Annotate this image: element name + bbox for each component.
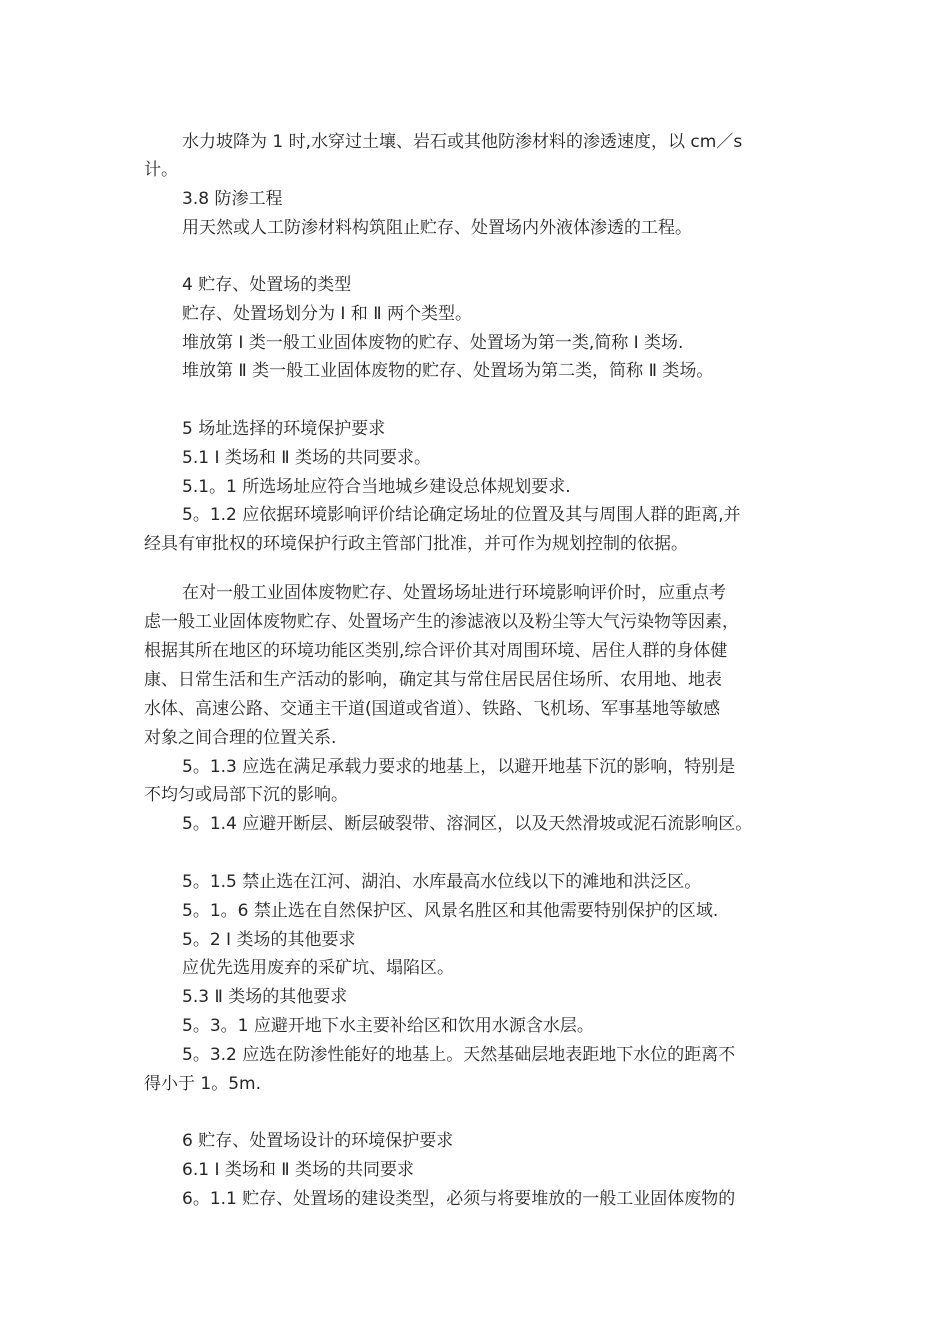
text-line: 5。1.3 应选在满足承载力要求的地基上，以避开地基下沉的影响，特别是 (182, 757, 736, 777)
text-line: 不均匀或局部下沉的影响。 (144, 785, 348, 805)
section-heading: 6 贮存、处置场设计的环境保护要求 (182, 1131, 454, 1151)
text-line: 根据其所在地区的环境功能区类别,综合评价其对周围环境、居住人群的身体健 (144, 641, 728, 661)
text-line: 5.1。1 所选场址应符合当地城乡建设总体规划要求. (182, 477, 571, 497)
text-line: 应优先选用废弃的采矿坑、塌陷区。 (182, 958, 454, 978)
text-line: 经具有审批权的环境保护行政主管部门批准，并可作为规划控制的依据。 (144, 534, 688, 554)
text-line: 5。1.5 禁止选在江河、湖泊、水库最高水位线以下的滩地和洪泛区。 (182, 872, 702, 892)
text-line: 对象之间合理的位置关系. (144, 728, 337, 748)
section-heading: 3.8 防渗工程 (182, 189, 283, 209)
text-line: 在对一般工业固体废物贮存、处置场场址进行环境影响评价时，应重点考 (182, 583, 726, 603)
section-heading: 4 贮存、处置场的类型 (182, 275, 352, 295)
text-line: 计。 (144, 160, 178, 180)
text-line: 5。1.2 应依据环境影响评价结论确定场址的位置及其与周围人群的距离,并 (182, 505, 741, 525)
text-line: 水体、高速公路、交通主干道(国道或省道）、铁路、飞机场、军事基地等敏感 (144, 699, 721, 719)
text-line: 康、日常生活和生产活动的影响，确定其与常住居民居住场所、农用地、地表 (144, 670, 722, 690)
text-line: 5。3。1 应避开地下水主要补给区和饮用水源含水层。 (182, 1016, 594, 1036)
text-line: 5。1。6 禁止选在自然保护区、风景名胜区和其他需要特别保护的区域. (182, 901, 719, 921)
section-heading: 5 场址选择的环境保护要求 (182, 419, 386, 439)
section-heading: 5。2 Ⅰ 类场的其他要求 (182, 930, 356, 950)
text-line: 贮存、处置场划分为 Ⅰ 和 Ⅱ 两个类型。 (182, 304, 472, 324)
section-heading: 6.1 Ⅰ 类场和 Ⅱ 类场的共同要求 (182, 1160, 415, 1180)
text-line: 堆放第 Ⅱ 类一般工业固体废物的贮存、处置场为第二类，简称 Ⅱ 类场。 (182, 361, 714, 381)
text-line: 水力坡降为 1 时,水穿过土壤、岩石或其他防渗材料的渗透速度，以 cm／s (182, 132, 743, 152)
text-line: 堆放第 Ⅰ 类一般工业固体废物的贮存、处置场为第一类,简称 Ⅰ 类场. (182, 333, 684, 353)
text-line: 6。1.1 贮存、处置场的建设类型，必须与将要堆放的一般工业固体废物的 (182, 1189, 736, 1209)
section-heading: 5.1 Ⅰ 类场和 Ⅱ 类场的共同要求。 (182, 448, 432, 468)
text-line: 5。3.2 应选在防渗性能好的地基上。天然基础层地表距地下水位的距离不 (182, 1045, 736, 1065)
text-line: 用天然或人工防渗材料构筑阻止贮存、处置场内外液体渗透的工程。 (182, 218, 692, 238)
text-line: 得小于 1。5m. (144, 1074, 261, 1094)
section-heading: 5.3 Ⅱ 类场的其他要求 (182, 987, 348, 1007)
text-line: 虑一般工业固体废物贮存、处置场产生的渗滤液以及粉尘等大气污染物等因素， (144, 612, 739, 632)
text-line: 5。1.4 应避开断层、断层破裂带、溶洞区，以及天然滑坡或泥石流影响区。 (182, 814, 753, 834)
